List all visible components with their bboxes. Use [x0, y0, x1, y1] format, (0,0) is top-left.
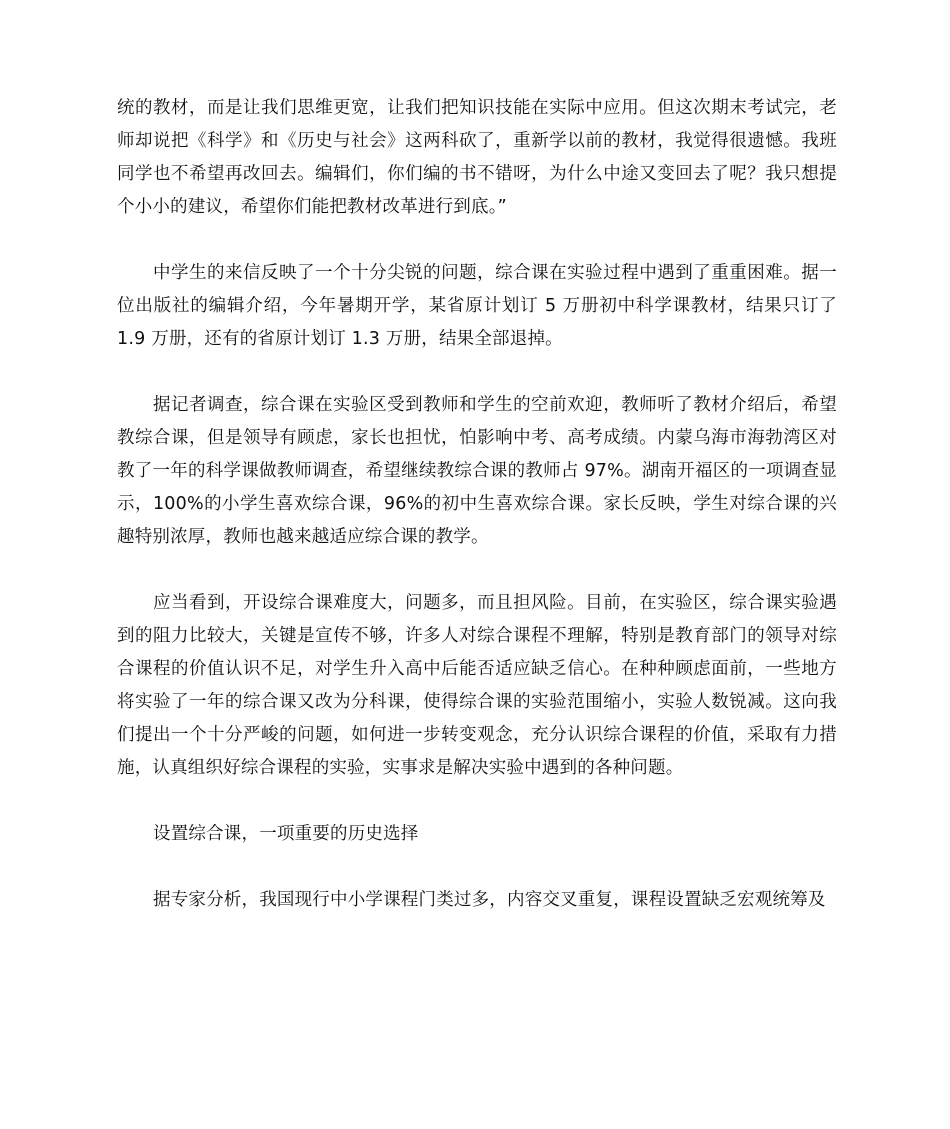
paragraph-difficulties: 应当看到，开设综合课难度大，问题多，而且担风险。目前，在实验区，综合课实验遇到的阻力比较大，关键是宣传不够，许多人对综合课程不理解，特别是教育部门的领导对综合课程的价值认识不足，对学生升入高中后能否适应缺乏信心。在种种顾虑面前，一些地方将实验了一年的综合课又改为分科课，使得综合课的实验范围缩小，实验人数锐减。这向我们提出一个十分严峻的问题，如何进一步转变观念，充分认识综合课程的价值，采取有力措施，认真组织好综合课程的实验，实事求是解决实验中遇到的各种问题。	[117, 593, 837, 778]
paragraph-expert-analysis: 据专家分析，我国现行中小学课程门类过多，内容交叉重复，课程设置缺乏宏观统筹及	[153, 890, 826, 910]
document-body	[117, 92, 837, 917]
paragraph-student-letter-response: 中学生的来信反映了一个十分尖锐的问题，综合课在实验过程中遇到了重重困难。据一位出版社的编辑介绍，今年暑期开学，某省原计划订 5 万册初中科学课教材，结果只订了 1.9 万册，还有的省原计划订 1.3 万册，结果全部退掉。	[117, 263, 837, 349]
paragraph-gap	[117, 356, 837, 389]
section-heading: 设置综合课，一项重要的历史选择	[153, 824, 419, 844]
paragraph-continuation: 统的教材，而是让我们思维更宽，让我们把知识技能在实际中应用。但这次期末考试完，老师却说把《科学》和《历史与社会》这两科砍了，重新学以前的教材，我觉得很遗憾。我班同学也不希望再改回去。编辑们，你们编的书不错呀，为什么中途又变回去了呢？我只想提个小小的建议，希望你们能把教材改革进行到底。”	[117, 98, 837, 217]
paragraph-gap	[117, 785, 837, 818]
paragraph-gap	[117, 224, 837, 257]
paragraph-gap	[117, 851, 837, 884]
paragraph-reporter-survey: 据记者调查，综合课在实验区受到教师和学生的空前欢迎，教师听了教材介绍后，希望教综合课，但是领导有顾虑，家长也担忧，怕影响中考、高考成绩。内蒙乌海市海勃湾区对教了一年的科学课做教师调查，希望继续教综合课的教师占 97%。湖南开福区的一项调查显示，100%的小学生喜欢综合课，96%的初中生喜欢综合课。家长反映，学生对综合课的兴趣特别浓厚，教师也越来越适应综合课的教学。	[117, 395, 837, 547]
paragraph-gap	[117, 554, 837, 587]
